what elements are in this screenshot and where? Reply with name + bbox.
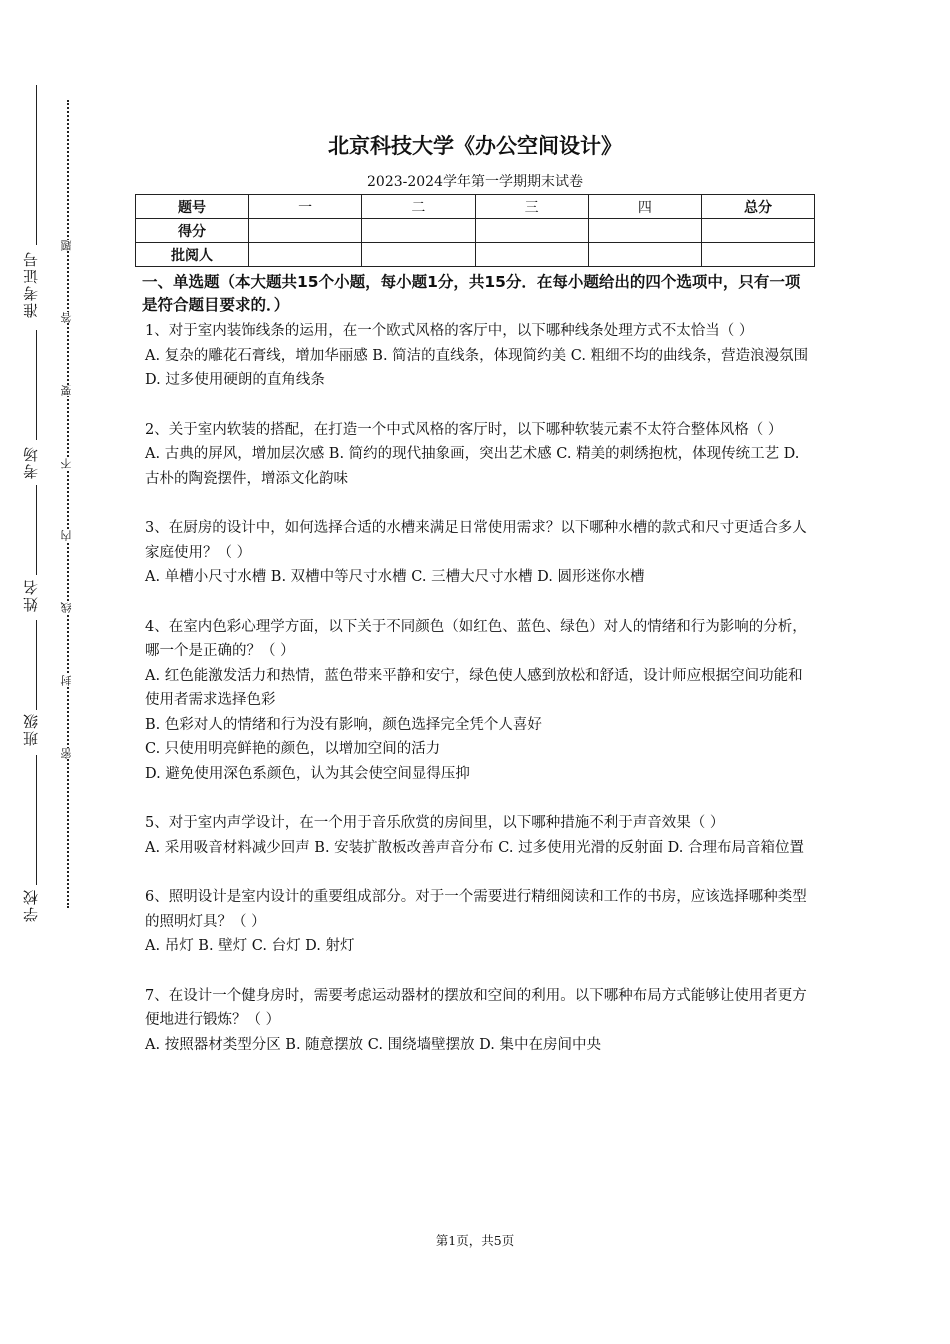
score-cell[interactable] bbox=[475, 219, 588, 243]
score-table-row bbox=[136, 219, 815, 243]
question-option-c: C. 只使用明亮鲜艳的颜色，以增加空间的活力 bbox=[145, 741, 441, 757]
score-table bbox=[135, 194, 815, 267]
question-stem: 7、在设计一个健身房时，需要考虑运动器材的摆放和空间的利用。以下哪种布局方式能够让使用者更方便地进行锻炼？（ ） bbox=[145, 987, 807, 1028]
score-row-label: 得分 bbox=[136, 219, 249, 243]
question-options: A. 单槽小尺寸水槽 B. 双槽中等尺寸水槽 C. 三槽大尺寸水槽 D. 圆形迷你水槽 bbox=[145, 569, 645, 585]
score-row-label: 批阅人 bbox=[136, 243, 249, 267]
question-options: A. 按照器材类型分区 B. 随意摆放 C. 围绕墙壁摆放 D. 集中在房间中央 bbox=[145, 1036, 602, 1053]
question-options: A. 采用吸音材料减少回声 B. 安装扩散板改善声音分布 C. 过多使用光滑的反射面 D. 合理布局音箱位置 bbox=[145, 839, 805, 856]
question bbox=[145, 516, 815, 590]
question-stem: 1、对于室内装饰线条的运用，在一个欧式风格的客厅中，以下哪种线条处理方式不太恰当（ ） bbox=[145, 323, 754, 339]
score-header-cell: 三 bbox=[475, 195, 588, 219]
question bbox=[145, 615, 815, 787]
exam-title: 北京科技大学《办公空间设计》 bbox=[328, 134, 622, 158]
school-label: 学校 bbox=[22, 888, 40, 922]
question-stem: 4、在室内色彩心理学方面，以下关于不同颜色（如红色、蓝色、绿色）对人的情绪和行为影响的分析，哪一个是正确的？（ ） bbox=[145, 618, 807, 659]
exam-room-label: 考场 bbox=[22, 445, 40, 479]
question bbox=[145, 811, 815, 860]
name-line bbox=[36, 485, 37, 575]
score-cell[interactable] bbox=[249, 219, 362, 243]
score-cell[interactable] bbox=[588, 219, 701, 243]
binding-margin bbox=[0, 0, 90, 1344]
question-options: A. 复杂的雕花石膏线，增加华丽感 B. 简洁的直线条，体现简约美 C. 粗细不均的曲线条，营造浪漫氛围 D. 过多使用硬朗的直角线条 bbox=[145, 347, 809, 388]
exam-number-label: 准考证号 bbox=[22, 250, 40, 318]
question-stem: 6、照明设计是室内设计的重要组成部分。对于一个需要进行精细阅读和工作的书房，应该选择哪种类型的照明灯具？（ ） bbox=[145, 889, 807, 930]
seal-char: 答 bbox=[60, 312, 73, 323]
score-cell[interactable] bbox=[702, 219, 815, 243]
score-table-header-row bbox=[136, 195, 815, 219]
section-title: 一、单选题（本大题共15个小题，每小题1分，共15分．在每小题给出的四个选项中，只有一项是符合题目要求的．） bbox=[142, 273, 801, 314]
question-options: A. 吊灯 B. 壁灯 C. 台灯 D. 射灯 bbox=[145, 938, 355, 954]
seal-dotted-line bbox=[67, 100, 69, 908]
score-table-row bbox=[136, 243, 815, 267]
seal-char: 不 bbox=[60, 458, 73, 469]
seal-char: 要 bbox=[60, 385, 73, 396]
question-options: A. 古典的屏风，增加层次感 B. 简约的现代抽象画，突出艺术感 C. 精美的刺绣抱枕，体现传统工艺 D. 古朴的陶瓷摆件，增添文化韵味 bbox=[145, 446, 800, 487]
question-stem: 2、关于室内软装的搭配，在打造一个中式风格的客厅时，以下哪种软装元素不太符合整体风格（ ） bbox=[145, 421, 783, 438]
score-header-cell: 总分 bbox=[702, 195, 815, 219]
score-header-cell: 四 bbox=[588, 195, 701, 219]
score-cell[interactable] bbox=[362, 219, 475, 243]
reviewer-cell[interactable] bbox=[249, 243, 362, 267]
reviewer-cell[interactable] bbox=[588, 243, 701, 267]
question bbox=[145, 885, 815, 959]
class-label: 班级 bbox=[22, 712, 40, 746]
seal-char: 内 bbox=[60, 530, 73, 541]
question-stem: 3、在厨房的设计中，如何选择合适的水槽来满足日常使用需求？以下哪种水槽的款式和尺寸更适合多人家庭使用？（ ） bbox=[145, 520, 807, 561]
question-stem: 5、对于室内声学设计，在一个用于音乐欣赏的房间里，以下哪种措施不利于声音效果（ ） bbox=[145, 815, 725, 831]
question bbox=[145, 984, 815, 1058]
name-label: 姓名 bbox=[22, 578, 40, 612]
question bbox=[145, 418, 815, 492]
reviewer-cell[interactable] bbox=[702, 243, 815, 267]
exam-number-line bbox=[36, 85, 37, 245]
school-line bbox=[36, 755, 37, 885]
seal-char: 封 bbox=[60, 675, 73, 686]
seal-char: 密 bbox=[60, 748, 73, 759]
exam-subtitle: 2023-2024学年第一学期期末试卷 bbox=[367, 174, 583, 190]
class-line bbox=[36, 620, 37, 710]
question-option-d: D. 避免使用深色系颜色，认为其会使空间显得压抑 bbox=[145, 765, 470, 782]
score-header-cell: 一 bbox=[249, 195, 362, 219]
question-content bbox=[142, 271, 815, 1082]
seal-char: 线 bbox=[60, 602, 73, 613]
question bbox=[145, 319, 815, 393]
reviewer-cell[interactable] bbox=[475, 243, 588, 267]
question-option-b: B. 色彩对人的情绪和行为没有影响，颜色选择完全凭个人喜好 bbox=[145, 716, 542, 733]
question-option-a: A. 红色能激发活力和热情，蓝色带来平静和安宁，绿色使人感到放松和舒适，设计师应根据空间功能和使用者需求选择色彩 bbox=[145, 667, 803, 708]
page-number: 第1页，共5页 bbox=[435, 1233, 515, 1248]
score-header-cell: 题号 bbox=[136, 195, 249, 219]
room-line bbox=[36, 330, 37, 440]
seal-char: 题 bbox=[60, 240, 73, 251]
score-header-cell: 二 bbox=[362, 195, 475, 219]
reviewer-cell[interactable] bbox=[362, 243, 475, 267]
